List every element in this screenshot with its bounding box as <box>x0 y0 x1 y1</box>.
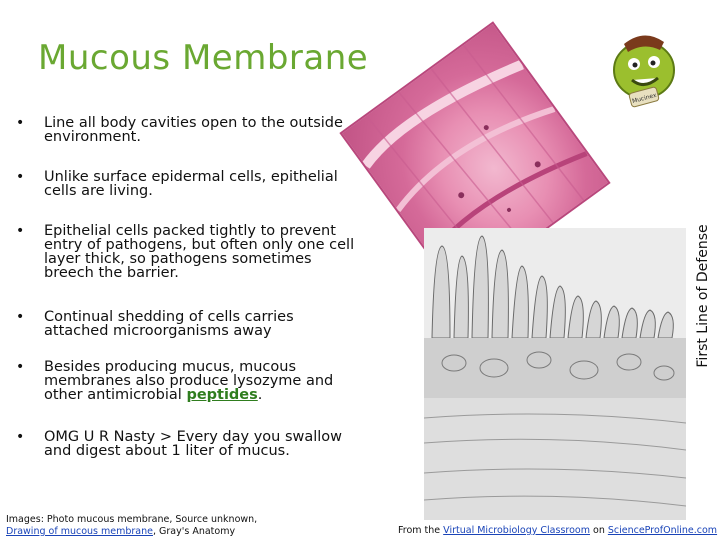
bullet-text: Continual shedding of cells carries attached microorganisms away <box>44 309 294 339</box>
bullet-dot: • <box>16 309 25 325</box>
drawing-link[interactable]: Drawing of mucous membrane <box>6 526 153 537</box>
bullet-dot: • <box>16 115 25 131</box>
mucous-membrane-drawing <box>424 228 686 520</box>
bullet-item <box>16 116 361 144</box>
source-credit <box>398 525 717 536</box>
mascot-label: Mucinex <box>631 91 658 106</box>
bullet-text: Epithelial cells packed tightly to prevent entry of pathogens, but often only one cell layer thick, so pathogens sometimes breech the barrier. <box>44 223 355 281</box>
bullet-text: OMG U R Nasty > Every day you swallow and digest about 1 liter of mucus. <box>44 429 343 459</box>
vmc-link[interactable]: Virtual Microbiology Classroom <box>443 525 590 536</box>
bullet-text: Line all body cavities open to the outside environment. <box>44 115 343 145</box>
bullet-text <box>44 360 361 402</box>
bullet-item <box>16 430 361 458</box>
bullet-text: Unlike surface epidermal cells, epithelial cells are living. <box>44 169 338 199</box>
credit-line-2 <box>6 526 257 538</box>
credit-line-1: Images: Photo mucous membrane, Source unknown, <box>6 514 258 525</box>
bullet-item <box>16 310 361 338</box>
mucus-mascot-image <box>596 20 692 116</box>
mascot-icon <box>596 20 692 116</box>
bullet-dot: • <box>16 359 25 375</box>
slide-title: Mucous Membrane <box>38 38 369 78</box>
bullet-text-post: . <box>257 387 263 403</box>
bullet-item <box>16 170 361 198</box>
site-link[interactable]: ScienceProfOnline.com <box>607 525 718 536</box>
image-credits <box>6 514 257 538</box>
side-label: First Line of Defense <box>695 224 711 368</box>
bullet-dot: • <box>16 429 25 445</box>
credit-line-2-post: , Gray's Anatomy <box>152 526 236 537</box>
bullet-text-pre: Besides producing mucus, mucous membranes also produce lysozyme and other antimicrobial <box>44 359 334 403</box>
bullet-dot: • <box>16 223 25 239</box>
bullet-dot: • <box>16 169 25 185</box>
bullet-item <box>16 360 361 402</box>
from-text: From the <box>398 525 444 536</box>
peptides-link[interactable]: peptides <box>186 387 258 403</box>
villi-illustration <box>424 228 686 520</box>
bullet-item <box>16 224 361 280</box>
on-text: on <box>589 525 608 536</box>
side-label-container <box>693 196 713 396</box>
